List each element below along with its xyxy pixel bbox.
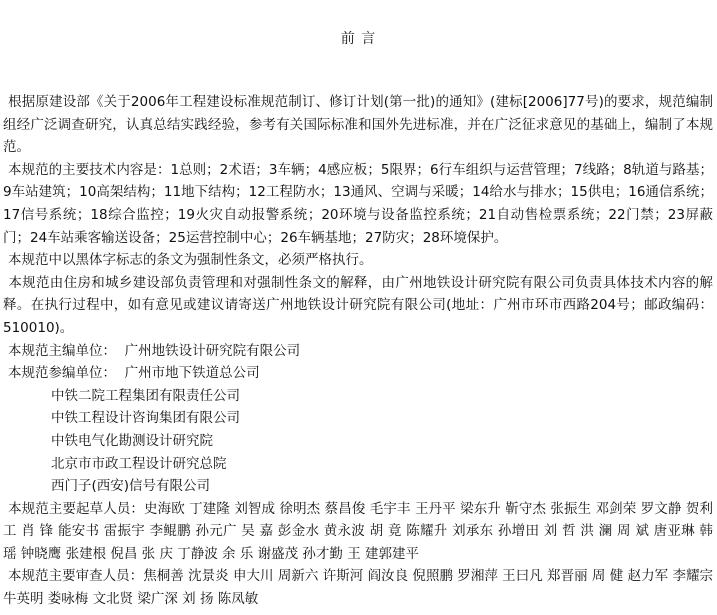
paragraph-mandatory-text: 本规范中以黑体字标志的条文为强制性条文，必须严格执行。 <box>8 252 373 269</box>
participating-line <box>3 362 713 385</box>
paragraph-content <box>3 159 713 249</box>
chief-unit-label: 本规范主编单位： <box>8 342 116 359</box>
participating-unit: 中铁二院工程集团有限责任公司 <box>51 387 240 404</box>
paragraph-basis-text: 根据原建设部《关于2006年工程建设标准规范制订、修订计划(第一批)的通知》(建标[2006]77号)的要求，规范编制组经广泛调查研究，认真总结实践经验，参考有关国际标准和国外先进标准，并在广泛征求意见的基础上，编制了本规范。 <box>3 94 713 156</box>
participating-unit: 西门子(西安)信号有限公司 <box>51 478 211 495</box>
document-body <box>3 91 713 611</box>
drafters-text: 本规范主要起草人员：史海欧 丁建隆 刘智成 徐明杰 蔡昌俊 毛宇丰 王丹平 梁东升 靳守杰 张振生 邓剑荣 罗文静 贺利工 肖 锋 能安书 雷振宇 李鲲鹏 孙元广 吴 嘉 彭金水 黄永波 胡 竟 陈耀升 刘承东 孙增田 刘 哲 洪 澜 周 斌 唐亚琳 韩 瑶 钟晓鹰 张建根 倪昌 张 庆 丁静波 余 乐 谢盛茂 孙才勤 王 建郭建平 <box>3 500 713 562</box>
paragraph-basis <box>3 91 713 159</box>
chief-unit-line <box>3 340 713 363</box>
drafters-paragraph <box>3 498 713 566</box>
reviewers-paragraph <box>3 565 713 610</box>
participating-unit: 中铁电气化勘测设计研究院 <box>51 432 213 449</box>
reviewers-text: 本规范主要审查人员：焦桐善 沈景炎 申大川 周新六 许斯河 阎汝良 倪照鹏 罗湘萍 王曰凡 郑晋丽 周 健 赵力军 李耀宗 牛英明 娄咏梅 文北贤 梁广深 刘 扬 陈凤敏 <box>3 568 713 608</box>
paragraph-content-text: 本规范的主要技术内容是：1总则；2术语；3车辆；4感应板；5限界；6行车组织与运营管理；7线路；8轨道与路基；9车站建筑；10高架结构；11地下结构；12工程防水；13通风、空调与采暖；14给水与排水；15供电；16通信系统；17信号系统；18综合监控；19火灾自动报警系统；20环境与设备监控系统；21自动售检票系统；22门禁；23屏蔽门；24车站乘客输送设备；25运营控制中心；26车辆基地；27防灾；28环境保护。 <box>3 161 713 246</box>
paragraph-management-text: 本规范由住房和城乡建设部负责管理和对强制性条文的解释，由广州地铁设计研究院有限公司负责具体技术内容的解释。在执行过程中，如有意见或建议请寄送广州地铁设计研究院有限公司(地址：广州市环市西路204号；邮政编码：510010)。 <box>3 274 713 336</box>
paragraph-mandatory <box>3 249 713 272</box>
chief-unit-name: 广州地铁设计研究院有限公司 <box>124 342 301 359</box>
page-title: 前 言 <box>340 31 377 47</box>
participating-unit: 广州市地下铁道总公司 <box>124 365 260 382</box>
participating-label: 本规范参编单位： <box>8 365 116 382</box>
participating-unit: 中铁工程设计咨询集团有限公司 <box>51 410 240 427</box>
paragraph-management <box>3 272 713 340</box>
participating-unit: 北京市市政工程设计研究总院 <box>51 455 227 472</box>
